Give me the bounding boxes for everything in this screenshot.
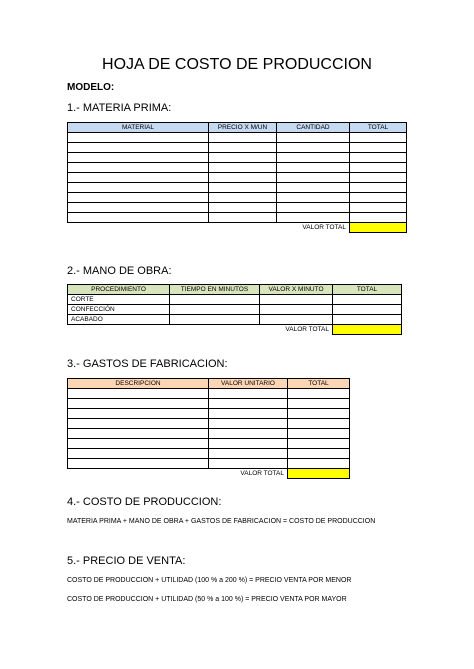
table-row — [68, 183, 407, 193]
table-cell[interactable] — [170, 315, 260, 325]
table-cell[interactable] — [333, 315, 402, 325]
table-cell[interactable] — [68, 193, 209, 203]
table-cell[interactable] — [350, 173, 407, 183]
table-cell[interactable] — [68, 429, 209, 439]
table-row — [68, 439, 350, 449]
table-cell[interactable] — [260, 295, 333, 305]
section-costo-produccion-title: 4.- COSTO DE PRODUCCION: — [67, 496, 222, 508]
table-cell[interactable] — [209, 153, 277, 163]
table-cell[interactable] — [333, 305, 402, 315]
table-cell[interactable] — [209, 173, 277, 183]
modelo-label: MODELO: — [67, 82, 115, 93]
table-header-row — [68, 379, 350, 389]
table-cell[interactable] — [209, 459, 288, 469]
table-cell[interactable] — [350, 143, 407, 153]
table-cell[interactable] — [68, 133, 209, 143]
valor-total-label: VALOR TOTAL — [302, 224, 346, 232]
table-cell[interactable] — [288, 429, 350, 439]
table-row — [68, 213, 407, 223]
table-cell[interactable] — [209, 203, 277, 213]
table-cell[interactable] — [277, 193, 350, 203]
table-cell[interactable] — [288, 399, 350, 409]
table-cell[interactable] — [68, 153, 209, 163]
table-cell[interactable] — [68, 439, 209, 449]
table-cell[interactable] — [333, 295, 402, 305]
table-cell[interactable] — [209, 143, 277, 153]
table-row — [68, 449, 350, 459]
costo-produccion-formula: MATERIA PRIMA + MANO DE OBRA + GASTOS DE FABRICACION = COSTO DE PRODUCCION — [67, 518, 376, 525]
total-row — [68, 223, 407, 233]
table-cell[interactable] — [260, 305, 333, 315]
table-cell[interactable] — [277, 183, 350, 193]
table-cell[interactable] — [68, 163, 209, 173]
valor-total-cell[interactable] — [333, 325, 402, 335]
table-cell[interactable] — [68, 203, 209, 213]
mano-de-obra-table — [67, 284, 402, 335]
table-row — [68, 389, 350, 399]
table-cell[interactable] — [277, 173, 350, 183]
header-total: TOTAL — [333, 285, 402, 295]
header-valor-minuto: VALOR X MINUTO — [260, 285, 333, 295]
table-cell[interactable] — [350, 213, 407, 223]
total-row — [68, 469, 350, 479]
gastos-fabricacion-table — [67, 378, 350, 479]
table-cell[interactable] — [68, 459, 209, 469]
table-cell[interactable] — [209, 399, 288, 409]
table-cell[interactable] — [209, 183, 277, 193]
table-cell[interactable] — [288, 449, 350, 459]
header-procedimiento: PROCEDIMIENTO — [68, 285, 170, 295]
table-cell[interactable] — [277, 213, 350, 223]
table-header-row — [68, 285, 402, 295]
table-cell[interactable] — [350, 153, 407, 163]
table-cell[interactable] — [277, 203, 350, 213]
table-cell[interactable] — [209, 429, 288, 439]
table-cell[interactable] — [68, 389, 209, 399]
header-precio: PRECIO X M/UN — [209, 123, 277, 133]
table-cell[interactable] — [209, 193, 277, 203]
table-cell[interactable] — [288, 419, 350, 429]
table-cell[interactable] — [170, 305, 260, 315]
valor-total-label: VALOR TOTAL — [285, 326, 329, 334]
header-descripcion: DESCRIPCION — [68, 379, 209, 389]
page-title: HOJA DE COSTO DE PRODUCCION — [102, 56, 372, 73]
table-cell[interactable] — [350, 203, 407, 213]
table-cell[interactable] — [260, 315, 333, 325]
section-precio-venta-title: 5.- PRECIO DE VENTA: — [67, 555, 186, 567]
header-valor-unitario: VALOR UNITARIO — [209, 379, 288, 389]
header-total: TOTAL — [350, 123, 407, 133]
row-label-acabado: ACABADO — [68, 315, 170, 325]
section-materia-prima-title: 1.- MATERIA PRIMA: — [67, 102, 172, 114]
table-cell[interactable] — [277, 133, 350, 143]
section-mano-de-obra-title: 2.- MANO DE OBRA: — [67, 265, 172, 277]
table-row — [68, 163, 407, 173]
table-row — [68, 133, 407, 143]
table-cell[interactable] — [209, 419, 288, 429]
row-label-corte: CORTE — [68, 295, 170, 305]
table-cell[interactable] — [209, 439, 288, 449]
table-cell[interactable] — [277, 153, 350, 163]
table-row — [68, 173, 407, 183]
table-row — [68, 429, 350, 439]
row-label-confeccion: CONFECCIÓN — [68, 305, 170, 315]
table-cell[interactable] — [288, 389, 350, 399]
header-tiempo: TIEMPO EN MINUTOS — [170, 285, 260, 295]
table-cell[interactable] — [209, 449, 288, 459]
table-cell[interactable] — [68, 419, 209, 429]
precio-mayor-formula: COSTO DE PRODUCCION + UTILIDAD (50 % a 100 %) = PRECIO VENTA POR MAYOR — [67, 596, 347, 603]
header-cantidad: CANTIDAD — [277, 123, 350, 133]
precio-menor-formula: COSTO DE PRODUCCION + UTILIDAD (100 % a 200 %) = PRECIO VENTA POR MENOR — [67, 577, 352, 584]
table-row — [68, 153, 407, 163]
table-cell[interactable] — [288, 409, 350, 419]
table-cell[interactable] — [68, 143, 209, 153]
table-cell[interactable] — [209, 409, 288, 419]
valor-total-cell[interactable] — [288, 469, 350, 479]
total-row — [68, 325, 402, 335]
valor-total-label: VALOR TOTAL — [240, 470, 284, 478]
table-row — [68, 459, 350, 469]
table-cell[interactable] — [209, 213, 277, 223]
table-row — [68, 203, 407, 213]
table-row — [68, 419, 350, 429]
table-cell[interactable] — [350, 133, 407, 143]
table-row — [68, 305, 402, 315]
table-cell[interactable] — [68, 213, 209, 223]
table-row — [68, 409, 350, 419]
table-cell[interactable] — [350, 193, 407, 203]
header-total: TOTAL — [288, 379, 350, 389]
table-cell[interactable] — [68, 449, 209, 459]
table-cell[interactable] — [68, 173, 209, 183]
table-cell[interactable] — [350, 163, 407, 173]
table-header-row — [68, 123, 407, 133]
table-cell[interactable] — [68, 409, 209, 419]
table-cell[interactable] — [277, 143, 350, 153]
header-material: MATERIAL — [68, 123, 209, 133]
table-cell[interactable] — [209, 163, 277, 173]
table-cell[interactable] — [209, 389, 288, 399]
table-cell[interactable] — [288, 439, 350, 449]
table-cell[interactable] — [209, 133, 277, 143]
table-cell[interactable] — [68, 399, 209, 409]
table-cell[interactable] — [288, 459, 350, 469]
table-row — [68, 315, 402, 325]
table-row — [68, 193, 407, 203]
valor-total-cell[interactable] — [350, 223, 407, 233]
section-gastos-fabricacion-title: 3.- GASTOS DE FABRICACION: — [67, 358, 228, 370]
table-cell[interactable] — [350, 183, 407, 193]
table-cell[interactable] — [170, 295, 260, 305]
table-row — [68, 295, 402, 305]
table-cell[interactable] — [68, 183, 209, 193]
table-cell[interactable] — [277, 163, 350, 173]
table-row — [68, 143, 407, 153]
materia-prima-table — [67, 122, 407, 233]
table-row — [68, 399, 350, 409]
